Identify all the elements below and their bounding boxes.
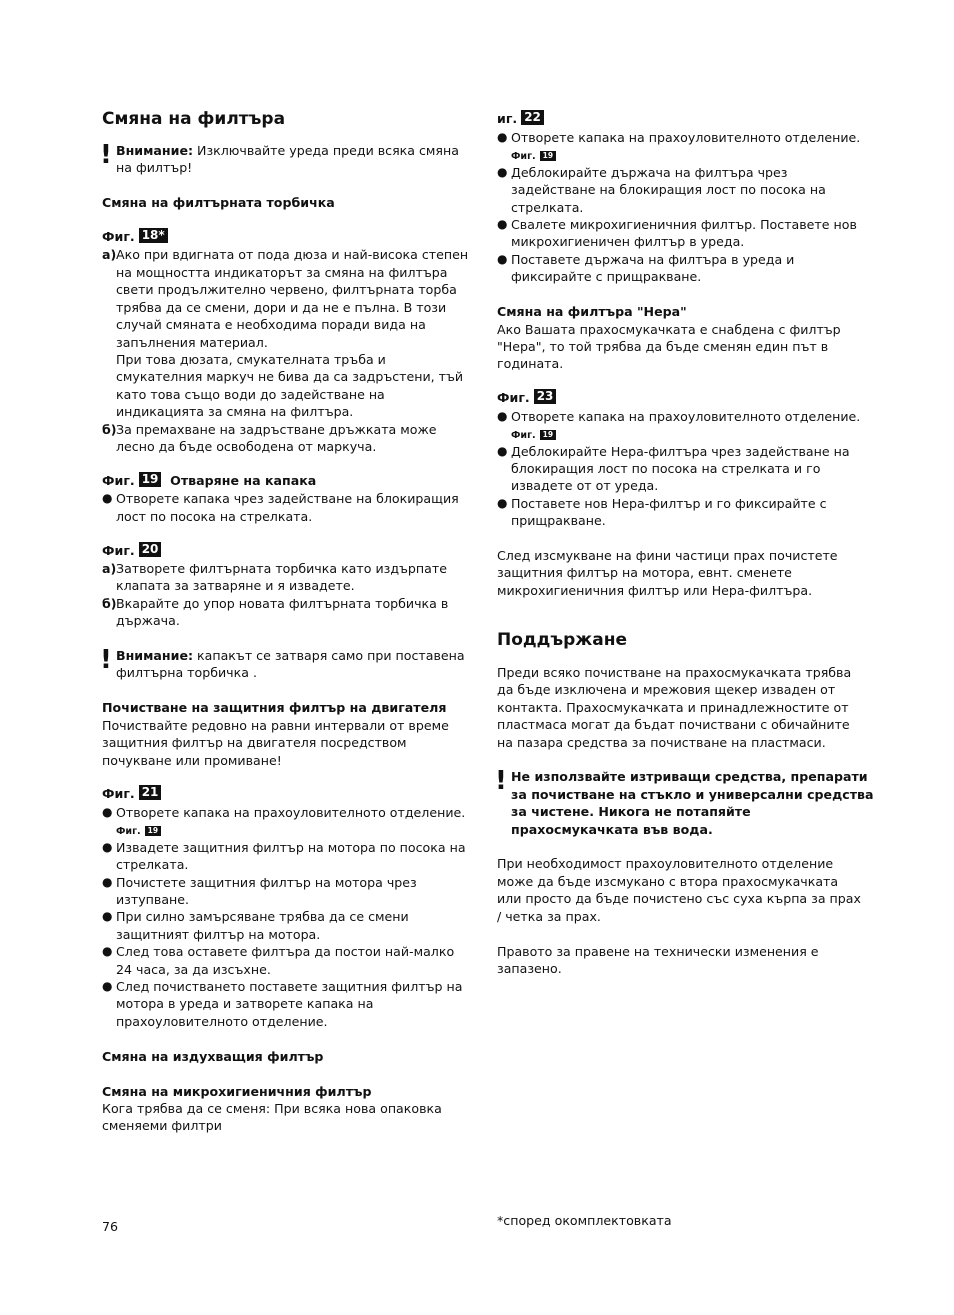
bullet-19-1: Отворете капака чрез задействане на блокиращия [116,491,459,506]
bullet-icon: ● [102,491,113,505]
para-a18-1: Ако при вдигната от пода дюза и най-висока степен [116,247,469,262]
subheading-hepa: Смяна на филтъра "Нера" [497,304,687,319]
bullet-icon: ● [497,444,508,458]
item-label-a: а) [102,247,117,262]
subheading-micro: Смяна на микрохигиеничния филтър [102,1084,372,1099]
subheading-motor: Почистване на защитния филтър на двигателя [102,700,447,715]
bullet-21-2: Извадете защитния филтър на мотора по посока на [116,840,466,855]
bullet-19-1-cont: лост по посока на стрелката. [116,509,313,524]
footnote: *според окомплектовката [497,1213,672,1228]
para-a18-4: трябва да се смени, дори и да не е пълна. В този [116,300,447,315]
heading-filter-change: Смяна на филтъра [102,109,286,129]
bullet-21-6-cont2: прахоуловителното отделение. [116,1014,328,1029]
warning-icon: ! [100,645,112,675]
warning-note-1: Внимание: Изключвайте уреда преди всяка смяна [116,143,459,158]
bullet-23-3: Поставете нов Нера-филтър и го фиксирайте с [511,496,827,511]
para-b18-2: лесно да бъде освободена от маркуча. [116,439,377,454]
bullet-22-3: Свалете микрохигиеничния филтър. Поставете нов [511,217,857,232]
bullet-icon: ● [497,217,508,231]
para-dust-3: или просто да бъде почистено със суха кърпа за прах [497,891,861,906]
para-rights-2: запазено. [497,961,562,976]
bullet-icon: ● [102,944,113,958]
para-a18-8: смукателния маркуч не бива да са задръстени, тъй [116,369,464,384]
fig-ref-22: иг. 22 [497,110,857,127]
subheading-bag: Смяна на филтърната торбичка [102,195,335,210]
bullet-21-5-cont: 24 часа, за да изсъхне. [116,962,271,977]
warning-note-3-cont3: прахосмукачката във вода. [511,822,713,837]
fig-ref-20: Фиг. 20 [102,542,462,559]
bullet-22-1: Отворете капака на прахоуловителното отделение. [511,130,861,145]
para-maint-4: пластмаса могат да бъдат почиствани с обичайните [497,717,850,732]
para-dust-4: / четка за прах. [497,909,601,924]
para-hepa-3: годината. [497,356,564,371]
para-a18-2: на мощността индикаторът за смяна на филтъра [116,265,448,280]
bullet-21-3: Почистете защитния филтър на мотора чрез [116,875,417,890]
para-hepa-1: Ако Вашата прахосмукачката е снабдена с филтър [497,322,841,337]
fig-ref-small-19: Фиг. 19 [102,821,476,840]
bullet-icon: ● [497,409,508,423]
warning-note-3-cont: за почистване на стъкло и универсални средства [511,787,874,802]
item-label-b: б) [102,596,117,611]
para-b20-2: държача. [116,613,180,628]
fig-ref-19: Фиг. 19 Отваряне на капака [102,472,317,488]
bullet-icon: ● [102,875,113,889]
bullet-21-5: След това оставете филтъра да постои най-малко [116,944,455,959]
para-hepa-2: "Нера", то той трябва да бъде сменян един път в [497,339,829,354]
bullet-22-3-cont: микрохигиеничен филтър в уреда. [511,234,745,249]
para-after-2: защитния филтър на мотора, евнт. сменете [497,565,792,580]
para-dust-2: може да бъде изсмукано с втора прахосмукачката [497,874,839,889]
bullet-21-2-cont: стрелката. [116,857,189,872]
para-b18-1: За премахване на задръстване дръжката може [116,422,437,437]
bullet-icon: ● [497,496,508,510]
bullet-icon: ● [102,840,113,854]
bullet-icon: ● [497,130,508,144]
fig-ref-21: Фиг. 21 [102,785,462,802]
bullet-22-4-cont: фиксирайте с прищракване. [511,269,702,284]
bullet-23-2-cont: блокиращия лост по посока на стрелката и го [511,461,821,476]
bullet-icon: ● [497,252,508,266]
bullet-icon: ● [497,165,508,179]
fig-ref-small-19: Фиг. 19 [497,146,871,165]
bullet-22-2-cont2: стрелката. [511,200,584,215]
para-a18-10: индикацията за смяна на филтъра. [116,404,354,419]
para-a18-3: свети продължително червено, филтърната торба [116,282,457,297]
bullet-21-3-cont: изтупване. [116,892,190,907]
para-a18-6: запълнения материал. [116,335,268,350]
subheading-exhaust: Смяна на издухващия филтър [102,1049,324,1064]
bullet-icon: ● [102,909,113,923]
para-maint-5: на пазара средства за почистване на пластмаси. [497,735,826,750]
warning-icon: ! [100,140,112,170]
para-rights-1: Правото за правене на технически изменения е [497,944,819,959]
warning-note-2: Внимание: капакът се затваря само при поставена [116,648,465,663]
para-maint-3: контакта. Прахосмукачката и принадлежностите от [497,700,849,715]
para-b20-1: Вкарайте до упор новата филтърната торбичка в [116,596,449,611]
bullet-21-6: След почистването поставете защитния филтър на [116,979,463,994]
bullet-22-2-cont: задействане на блокиращия лост по посока на [511,182,826,197]
bullet-21-4: При силно замърсяване трябва да се смени [116,909,409,924]
bullet-22-4: Поставете държача на филтъра в уреда и [511,252,795,267]
para-a18-7: При това дюзата, смукателната тръба и [116,352,386,367]
warning-note-3: Не използвайте изтриващи средства, препарати [511,769,868,784]
bullet-23-1: Отворете капака на прахоуловителното отделение. [511,409,861,424]
para-dust-1: При необходимост прахоуловителното отделение [497,856,834,871]
item-label-a: а) [102,561,117,576]
warning-note-1-cont: на филтър! [116,160,193,175]
para-maint-1: Преди всяко почистване на прахосмукачката трябва [497,665,852,680]
bullet-21-6-cont: мотора в уреда и затворете капака на [116,996,374,1011]
para-motor-2: защитния филтър на двигателя посредством [102,735,407,750]
para-micro-2: сменяеми филтри [102,1118,222,1133]
para-micro-1: Кога трябва да се сменя: При всяка нова опаковка [102,1101,442,1116]
para-after-3: микрохигиеничния филтър или Нера-филтъра. [497,583,813,598]
para-a20-2: клапата за затваряне и я извадете. [116,578,355,593]
bullet-icon: ● [102,805,113,819]
para-a18-5: случай смяната е необходима поради вида на [116,317,426,332]
item-label-b: б) [102,422,117,437]
fig-ref-18: Фиг. 18* [102,228,462,245]
bullet-23-2-cont2: извадете от от уреда. [511,478,659,493]
para-a18-9: като това също води до задействане на [116,387,385,402]
warning-note-2-cont: филтърна торбичка . [116,665,257,680]
page-number: 76 [102,1219,119,1234]
warning-icon: ! [495,766,507,796]
heading-maintenance: Поддържане [497,630,627,650]
fig-ref-small-19: Фиг. 19 [497,425,871,444]
bullet-21-4-cont: защитният филтър на мотора. [116,927,321,942]
para-maint-2: да бъде изключена и мрежовия щекер изваден от [497,682,836,697]
fig-ref-23: Фиг. 23 [497,389,857,406]
para-after-1: След изсмукване на фини частици прах почистете [497,548,838,563]
bullet-23-2: Деблокирайте Нера-филтъра чрез задействане на [511,444,850,459]
warning-note-3-cont2: за чистене. Никога не потапяйте [511,804,751,819]
para-motor-1: Почиствайте редовно на равни интервали от време [102,718,449,733]
bullet-22-2: Деблокирайте държача на филтъра чрез [511,165,788,180]
bullet-21-1: Отворете капака на прахоуловителното отделение. [116,805,466,820]
para-a20-1: Затворете филтърната торбичка като издърпате [116,561,447,576]
bullet-23-3-cont: прищракване. [511,513,606,528]
bullet-icon: ● [102,979,113,993]
para-motor-3: почукване или промиване! [102,753,282,768]
